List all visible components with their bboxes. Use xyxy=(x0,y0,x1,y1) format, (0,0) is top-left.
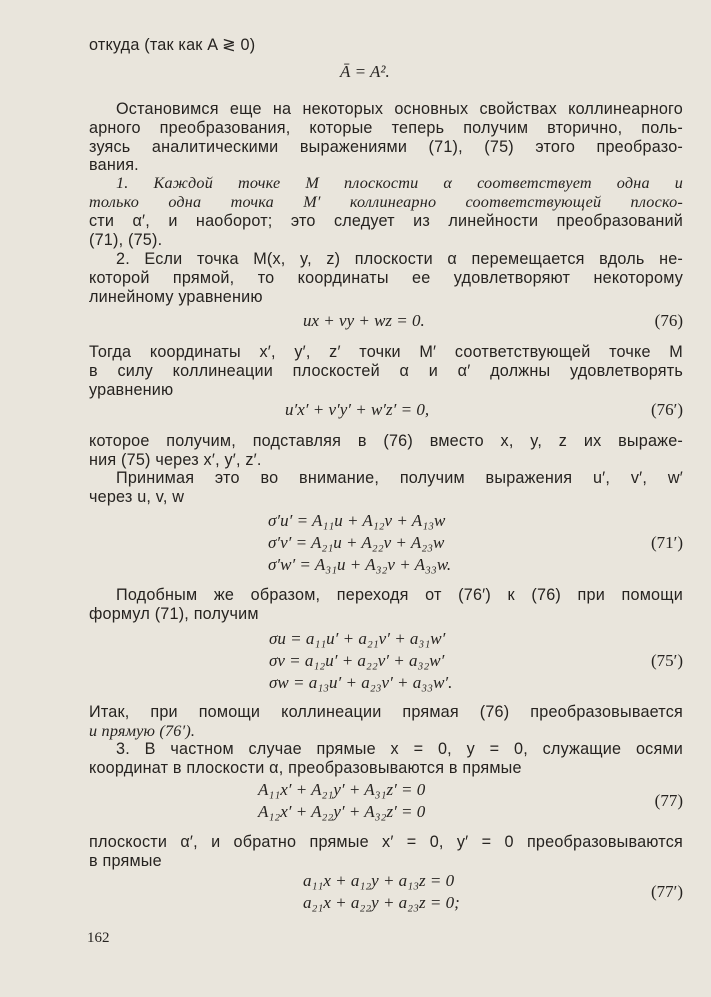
equation: σ′v′ = A₂₁u + A₂₂v + A₂₃w xyxy=(268,533,445,552)
equation: A₁₂x′ + A₂₂y′ + A₃₂z′ = 0 xyxy=(258,802,426,821)
equation: σ′w′ = A₃₁u + A₃₂v + A₃₃w. xyxy=(268,555,452,574)
equation-number: (76) xyxy=(654,311,683,330)
text-line: только одна точка M′ коллинеарно соответствующей плоско- xyxy=(89,193,683,211)
text-line: в силу коллинеации плоскостей α и α′ должны удовлетворять xyxy=(89,362,683,380)
equation: σv = a₁₂u′ + a₂₂v′ + a₃₂w′ xyxy=(269,651,445,670)
text-line: в прямые xyxy=(89,852,162,870)
text-line: уравнению xyxy=(89,381,174,399)
text-line: вания. xyxy=(89,156,139,174)
equation: σu = a₁₁u′ + a₂₁v′ + a₃₁w′ xyxy=(269,629,446,648)
text-line: которое получим, подставляя в (76) вместо x, y, z их выраже- xyxy=(89,432,683,450)
text-line: 1. Каждой точке M плоскости α соответствует одна и xyxy=(116,174,683,192)
equation: σw = a₁₃u′ + a₂₃v′ + a₃₃w′. xyxy=(269,673,453,692)
text-line: и прямую (76′). xyxy=(89,722,196,740)
equation: a₂₁x + a₂₂y + a₂₃z = 0; xyxy=(303,893,460,912)
equation: a₁₁x + a₁₂y + a₁₃z = 0 xyxy=(303,871,455,890)
text-line: которой прямой, то координаты ее удовлетворяют некоторому xyxy=(89,269,683,287)
text-line: линейному уравнению xyxy=(89,288,263,306)
text-line: Остановимся еще на некоторых основных свойствах коллинеарного xyxy=(116,100,683,118)
text-line: Итак, при помощи коллинеации прямая (76) преобразовывается xyxy=(89,703,683,721)
text-line: (71), (75). xyxy=(89,231,163,249)
text-line: сти α′, и наоборот; это следует из линейности преобразований xyxy=(89,212,683,230)
equation-number: (75′) xyxy=(650,651,683,670)
equation-number: (77) xyxy=(654,791,683,810)
text-line: координат в плоскости α, преобразовываются в прямые xyxy=(89,759,522,777)
equation: A₁₁x′ + A₂₁y′ + A₃₁z′ = 0 xyxy=(258,780,426,799)
equation-number: (76′) xyxy=(650,400,683,419)
page-number: 162 xyxy=(87,930,110,946)
equation-number: (77′) xyxy=(650,882,683,901)
text-line: ния (75) через x′, y′, z′. xyxy=(89,451,262,469)
text-line: зуясь аналитическими выражениями (71), (75) этого преобразо- xyxy=(89,138,683,156)
text-line: формул (71), получим xyxy=(89,605,259,623)
text-line: Тогда координаты x′, y′, z′ точки M′ соответствующей точке M xyxy=(89,343,683,361)
text-line: арного преобразования, которые теперь получим вторично, поль- xyxy=(89,119,683,137)
text-line: плоскости α′, и обратно прямые x′ = 0, y′ = 0 преобразовываются xyxy=(89,833,683,851)
equation: Ā = A². xyxy=(340,62,390,81)
equation: σ′u′ = A₁₁u + A₁₂v + A₁₃w xyxy=(268,511,446,530)
equation: ux + vy + wz = 0. xyxy=(303,311,425,330)
equation-number: (71′) xyxy=(650,533,683,552)
equation: u′x′ + v′y′ + w′z′ = 0, xyxy=(285,400,430,419)
text-line: Подобным же образом, переходя от (76′) к (76) при помощи xyxy=(116,586,683,604)
text-line: 3. В частном случае прямые x = 0, y = 0, служащие осями xyxy=(116,740,683,758)
text-line: Принимая это во внимание, получим выражения u′, v′, w′ xyxy=(116,469,683,487)
text-line: 2. Если точка M(x, y, z) плоскости α перемещается вдоль не- xyxy=(116,250,683,268)
text-line: откуда (так как A ≷ 0) xyxy=(89,36,256,54)
text-line: через u, v, w xyxy=(89,488,185,506)
